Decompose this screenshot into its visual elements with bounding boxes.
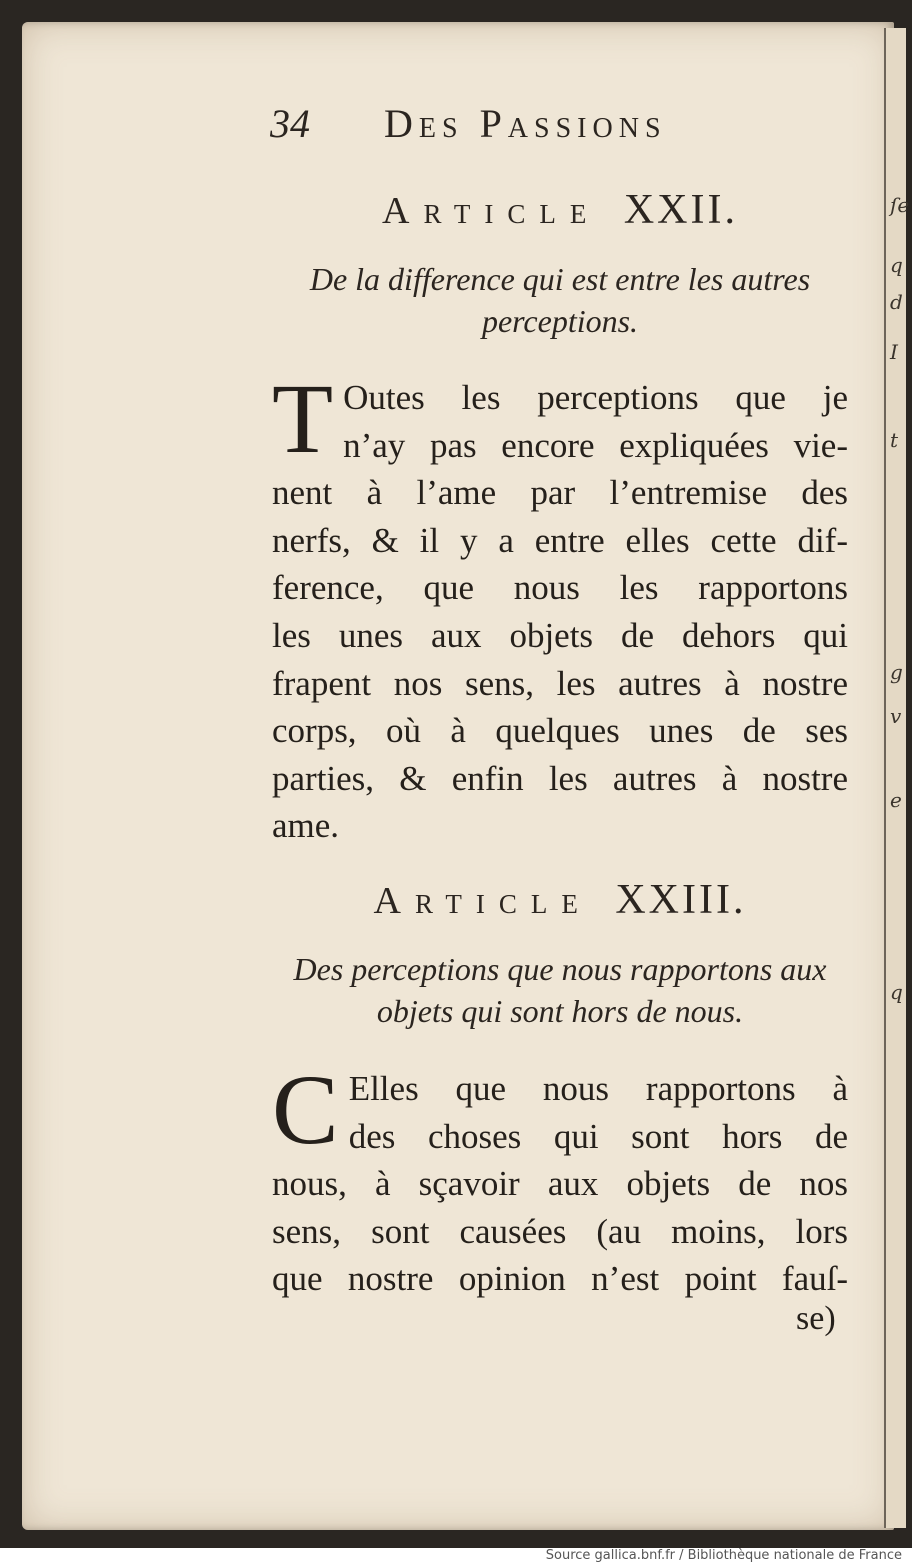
- subtitle-line: De la difference qui est entre les autres: [309, 261, 811, 297]
- edge-mark: e: [890, 788, 902, 812]
- article-body: [272, 363, 848, 850]
- subtitle-line: Des perceptions que nous rapportons aux: [293, 951, 827, 987]
- edge-mark: d: [890, 290, 903, 314]
- page-number: 34: [270, 101, 310, 146]
- subtitle-line: objets qui sont hors de nous.: [376, 993, 744, 1029]
- text-line: des choses qui sont hors de: [348, 1116, 848, 1156]
- running-head: [270, 100, 750, 150]
- article-body: [272, 1054, 848, 1303]
- article-heading: [270, 876, 850, 924]
- text-line: Outes les perceptions que je: [343, 378, 848, 417]
- edge-mark: ſe: [890, 193, 910, 217]
- text-line: parties, & enfin les autres à nostre: [272, 758, 848, 798]
- text-line: Elles que nous rapportons à: [348, 1069, 848, 1108]
- text-line: ame.: [272, 806, 340, 846]
- article-number: XXII.: [623, 187, 738, 233]
- edge-mark: I: [890, 340, 898, 364]
- text-line: les unes aux objets de dehors qui: [272, 615, 848, 655]
- article-heading: [270, 186, 850, 234]
- article-number: XXIII.: [615, 877, 747, 923]
- edge-mark: q: [890, 253, 903, 277]
- edge-mark: t: [890, 428, 899, 452]
- text-line: n’ay pas encore expliquées vie-: [343, 425, 848, 465]
- drop-cap: T: [272, 363, 334, 474]
- article-label: Article: [382, 190, 601, 232]
- source-footer: Source gallica.bnf.fr / Bibliothèque nationale de France: [545, 1548, 902, 1563]
- edge-mark: q: [890, 980, 903, 1004]
- next-page-edge: [884, 28, 910, 1528]
- article-subtitle: [270, 258, 850, 342]
- text-line: ference, que nous les rapportons: [272, 568, 848, 608]
- text-line: nous, à sçavoir aux objets de nos: [272, 1164, 848, 1204]
- text-line: frapent nos sens, les autres à nostre: [272, 663, 848, 703]
- running-head-title: Des Passions: [384, 101, 667, 146]
- catchword: se): [796, 1300, 836, 1337]
- text-line: que nostre opinion n’est point fauſ-: [272, 1259, 848, 1299]
- text-line: nerfs, & il y a entre elles cette dif-: [272, 520, 848, 560]
- article-subtitle: [270, 948, 850, 1032]
- text-line: sens, sont causées (au moins, lors: [272, 1211, 848, 1251]
- subtitle-line: perceptions.: [481, 303, 639, 339]
- text-line: nent à l’ame par l’entremise des: [272, 473, 848, 513]
- text-line: corps, où à quelques unes de ses: [272, 711, 848, 751]
- edge-mark: g: [890, 660, 903, 684]
- edge-mark: v: [890, 704, 902, 728]
- drop-cap: C: [272, 1054, 339, 1165]
- article-label: Article: [373, 880, 592, 922]
